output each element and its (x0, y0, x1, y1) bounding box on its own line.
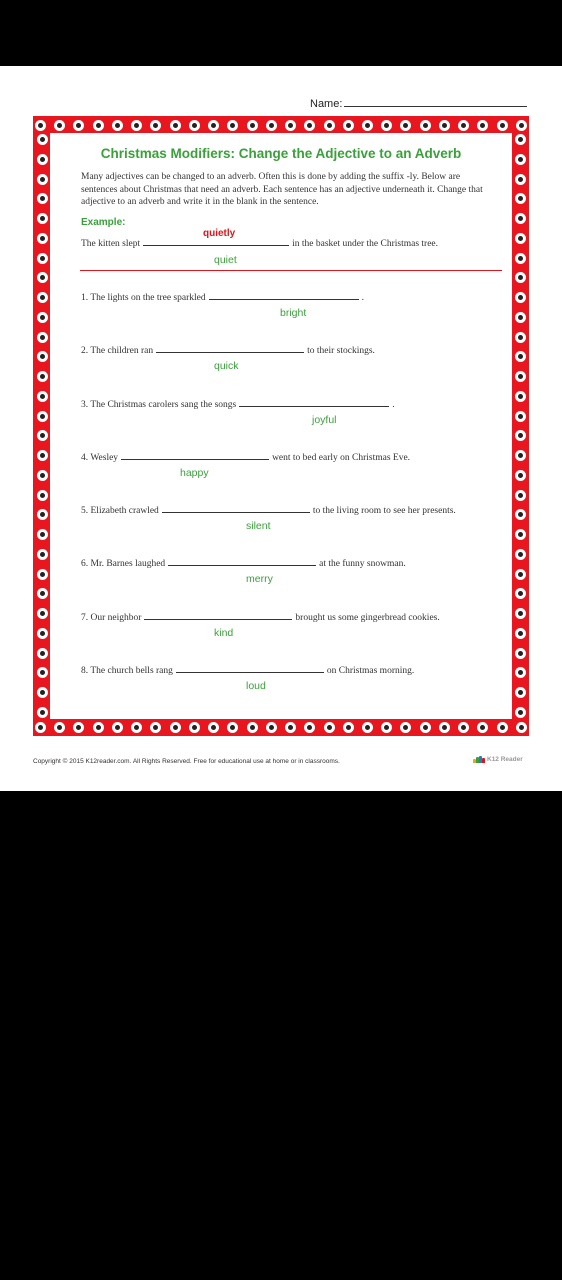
candy-dot-icon (37, 253, 48, 264)
candy-dot-icon (266, 120, 277, 131)
candy-dot-icon (37, 233, 48, 244)
candy-dot-icon (208, 120, 219, 131)
answer-blank[interactable] (156, 343, 304, 353)
candy-dot-icon (37, 371, 48, 382)
candy-dot-icon (515, 351, 526, 362)
candy-dot-icon (515, 529, 526, 540)
divider-line (80, 270, 502, 271)
candy-dot-icon (420, 722, 431, 733)
candy-dot-icon (37, 154, 48, 165)
candy-dot-icon (343, 722, 354, 733)
candy-dot-icon (170, 722, 181, 733)
candy-dot-icon (515, 174, 526, 185)
candy-dot-icon (515, 213, 526, 224)
candy-dot-icon (37, 174, 48, 185)
candy-dot-icon (515, 707, 526, 718)
candy-dot-icon (515, 272, 526, 283)
answer-blank[interactable] (121, 450, 269, 460)
candy-dot-icon (37, 193, 48, 204)
candy-dot-icon (515, 648, 526, 659)
answer-blank[interactable] (176, 663, 324, 673)
candy-dot-icon (381, 722, 392, 733)
example-label: Example: (81, 217, 126, 228)
candy-dot-icon (266, 722, 277, 733)
candy-dot-icon (343, 120, 354, 131)
candy-dot-icon (515, 490, 526, 501)
candy-dot-icon (37, 490, 48, 501)
candy-dot-icon (515, 450, 526, 461)
border-bottom (35, 720, 527, 734)
candy-dot-icon (170, 120, 181, 131)
exercise-sentence: 8. The church bells rang on Christmas morning. (81, 663, 414, 676)
candy-dot-icon (37, 648, 48, 659)
candy-dot-icon (515, 470, 526, 481)
adjective-hint: quick (214, 360, 239, 372)
candy-dot-icon (54, 120, 65, 131)
logo-icon (473, 756, 485, 763)
candy-dot-icon (458, 722, 469, 733)
candy-dot-icon (515, 687, 526, 698)
candy-dot-icon (400, 722, 411, 733)
k12-logo: K12 Reader (473, 756, 523, 763)
answer-blank[interactable] (209, 290, 359, 300)
candy-dot-icon (37, 351, 48, 362)
candy-dot-icon (37, 569, 48, 580)
candy-dot-icon (37, 707, 48, 718)
candy-dot-icon (37, 213, 48, 224)
adjective-hint: happy (180, 467, 209, 479)
candy-dot-icon (515, 312, 526, 323)
candy-dot-icon (304, 722, 315, 733)
candy-dot-icon (131, 722, 142, 733)
candy-dot-icon (150, 120, 161, 131)
border-right (513, 134, 527, 718)
candy-dot-icon (362, 722, 373, 733)
candy-dot-icon (247, 722, 258, 733)
candy-dot-icon (515, 628, 526, 639)
intro-paragraph: Many adjectives can be changed to an adverb. Often this is done by adding the suffix -ly. Below are sentences about Christmas that need an adverb. Each sentence has an adjective underneath it. Change that adjective to an adverb and write it in the blank in the sentence. (81, 172, 483, 207)
candy-dot-icon (515, 134, 526, 145)
candy-dot-icon (37, 430, 48, 441)
name-label: Name: (310, 98, 343, 110)
candy-dot-icon (37, 134, 48, 145)
candy-dot-icon (285, 120, 296, 131)
candy-dot-icon (497, 722, 508, 733)
candy-dot-icon (477, 722, 488, 733)
worksheet-title: Christmas Modifiers: Change the Adjective to an Adverb (100, 146, 462, 161)
candy-dot-icon (515, 549, 526, 560)
border-left (35, 134, 49, 718)
worksheet-page (0, 66, 562, 791)
candy-dot-icon (515, 430, 526, 441)
example-hint: quiet (214, 254, 237, 266)
candy-dot-icon (189, 722, 200, 733)
candy-dot-icon (93, 120, 104, 131)
copyright-text: Copyright © 2015 K12reader.com. All Rights Reserved. Free for educational use at home or in classrooms. (33, 758, 340, 765)
candy-dot-icon (515, 509, 526, 520)
candy-dot-icon (247, 120, 258, 131)
candy-dot-icon (515, 391, 526, 402)
candy-dot-icon (515, 193, 526, 204)
border-top (35, 118, 527, 132)
candy-dot-icon (515, 411, 526, 422)
candy-dot-icon (37, 391, 48, 402)
answer-blank[interactable] (239, 397, 389, 407)
candy-dot-icon (37, 450, 48, 461)
candy-dot-icon (477, 120, 488, 131)
candy-dot-icon (516, 722, 527, 733)
candy-dot-icon (381, 120, 392, 131)
candy-dot-icon (37, 687, 48, 698)
candy-dot-icon (37, 411, 48, 422)
adjective-hint: bright (280, 307, 307, 319)
candy-dot-icon (37, 509, 48, 520)
candy-dot-icon (37, 628, 48, 639)
candy-dot-icon (37, 608, 48, 619)
answer-blank[interactable] (162, 503, 310, 513)
candy-dot-icon (189, 120, 200, 131)
candy-dot-icon (515, 569, 526, 580)
candy-dot-icon (131, 120, 142, 131)
candy-dot-icon (37, 470, 48, 481)
candy-dot-icon (304, 120, 315, 131)
adjective-hint: kind (214, 627, 234, 639)
candy-dot-icon (515, 233, 526, 244)
candy-dot-icon (227, 722, 238, 733)
exercise-sentence: 7. Our neighbor brought us some gingerbread cookies. (81, 610, 440, 623)
candy-dot-icon (515, 292, 526, 303)
candy-dot-icon (516, 120, 527, 131)
candy-dot-icon (35, 120, 46, 131)
candy-dot-icon (515, 608, 526, 619)
candy-dot-icon (37, 272, 48, 283)
candy-dot-icon (324, 722, 335, 733)
candy-dot-icon (208, 722, 219, 733)
exercise-sentence: 1. The lights on the tree sparkled . (81, 290, 364, 303)
candy-dot-icon (420, 120, 431, 131)
candy-dot-icon (400, 120, 411, 131)
exercise-sentence: 5. Elizabeth crawled to the living room to see her presents. (81, 503, 456, 516)
candy-dot-icon (73, 120, 84, 131)
name-field[interactable] (310, 96, 527, 110)
candy-dot-icon (515, 253, 526, 264)
adjective-hint: silent (246, 520, 271, 532)
candy-dot-icon (37, 549, 48, 560)
candy-dot-icon (35, 722, 46, 733)
candy-dot-icon (515, 154, 526, 165)
candy-dot-icon (324, 120, 335, 131)
candy-dot-icon (362, 120, 373, 131)
candy-dot-icon (37, 312, 48, 323)
candy-dot-icon (37, 332, 48, 343)
candy-dot-icon (285, 722, 296, 733)
candy-dot-icon (439, 722, 450, 733)
candy-dot-icon (150, 722, 161, 733)
candy-dot-icon (515, 371, 526, 382)
candy-dot-icon (112, 722, 123, 733)
candy-dot-icon (515, 588, 526, 599)
candy-dot-icon (73, 722, 84, 733)
candy-dot-icon (37, 588, 48, 599)
name-blank[interactable] (344, 96, 527, 107)
exercise-sentence: 4. Wesley went to bed early on Christmas Eve. (81, 450, 410, 463)
adjective-hint: joyful (312, 414, 337, 426)
candy-border (33, 116, 529, 736)
candy-dot-icon (93, 722, 104, 733)
answer-blank[interactable] (168, 556, 316, 566)
candy-dot-icon (112, 120, 123, 131)
adjective-hint: loud (246, 680, 266, 692)
candy-dot-icon (497, 120, 508, 131)
exercise-sentence: 2. The children ran to their stockings. (81, 343, 375, 356)
answer-blank[interactable] (144, 610, 292, 620)
candy-dot-icon (515, 667, 526, 678)
candy-dot-icon (515, 332, 526, 343)
candy-dot-icon (439, 120, 450, 131)
worksheet-content (50, 133, 512, 719)
candy-dot-icon (227, 120, 238, 131)
adjective-hint: merry (246, 573, 273, 585)
candy-dot-icon (54, 722, 65, 733)
example-sentence: The kitten slept in the basket under the Christmas tree. (81, 236, 438, 249)
candy-dot-icon (37, 529, 48, 540)
candy-dot-icon (37, 292, 48, 303)
candy-dot-icon (458, 120, 469, 131)
exercise-sentence: 3. The Christmas carolers sang the songs . (81, 397, 395, 410)
exercise-sentence: 6. Mr. Barnes laughed at the funny snowman. (81, 556, 406, 569)
candy-dot-icon (37, 667, 48, 678)
example-answer: quietly (203, 228, 236, 239)
